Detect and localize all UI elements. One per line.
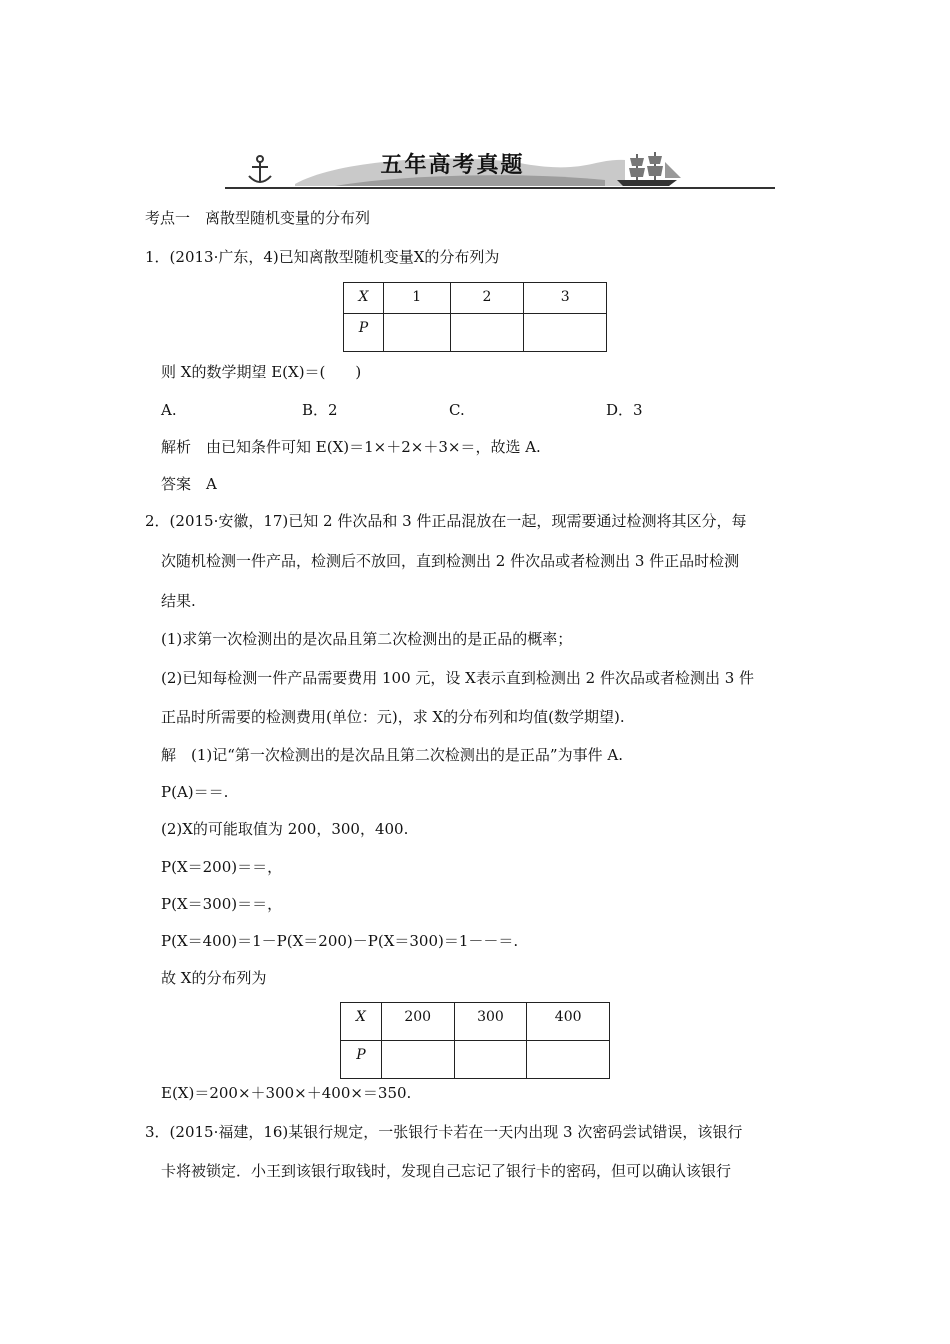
q2-stem-line-3: 结果. xyxy=(161,592,196,610)
q2-part-1: (1)求第一次检测出的是次品且第二次检测出的是正品的概率； xyxy=(161,630,573,648)
q3-stem-line-1: 3．(2015·福建，16)某银行规定，一张银行卡若在一天内出现 3 次密码尝试错误，该银行 xyxy=(145,1123,743,1141)
q1-table-cell xyxy=(383,314,450,352)
q3-stem-line-2: 卡将被锁定．小王到该银行取钱时，发现自己忘记了银行卡的密码，但可以确认该银行 xyxy=(161,1162,732,1180)
q2-table-header-cell: 200 xyxy=(381,1003,454,1041)
q1-option-d: D．3 xyxy=(606,401,643,419)
q2-table-header-cell: 400 xyxy=(527,1003,610,1041)
q1-table-header-x: X xyxy=(344,283,384,314)
q2-solution-line-6: P(X＝400)＝1－P(X＝200)－P(X＝300)＝1－－＝. xyxy=(161,932,519,950)
anchor-icon xyxy=(249,156,271,182)
q1-analysis: 解析 由已知条件可知 E(X)＝1×＋2×＋3×＝，故选 A. xyxy=(161,438,541,456)
q1-table-header-cell: 2 xyxy=(450,283,524,314)
q1-table-cell xyxy=(524,314,607,352)
q1-table-header-cell: 1 xyxy=(383,283,450,314)
q1-table-header-cell: 3 xyxy=(524,283,607,314)
q2-solution-line-4: P(X＝200)＝＝， xyxy=(161,858,283,876)
banner-title: 五年高考真题 xyxy=(380,153,525,178)
q2-stem-line-2: 次随机检测一件产品，检测后不放回，直到检测出 2 件次品或者检测出 3 件正品时检测 xyxy=(161,552,740,570)
q2-table-cell xyxy=(381,1041,454,1079)
q1-stem: 1．(2013·广东，4)已知离散型随机变量X的分布列为 xyxy=(145,248,500,266)
sailing-ship-icon xyxy=(617,152,681,186)
q2-table-cell xyxy=(527,1041,610,1079)
q2-solution-line-5: P(X＝300)＝＝， xyxy=(161,895,283,913)
q1-answer: 答案 A xyxy=(161,475,217,493)
q1-distribution-table xyxy=(343,282,607,352)
q1-table-cell xyxy=(450,314,524,352)
q2-solution-line-7: 故 X的分布列为 xyxy=(161,969,267,987)
q2-part-2-line-1: (2)已知每检测一件产品需要费用 100 元，设 X表示直到检测出 2 件次品或者检测出 3 件 xyxy=(161,669,755,687)
q2-table-cell xyxy=(454,1041,527,1079)
section-heading: 考点一 离散型随机变量的分布列 xyxy=(145,209,371,227)
q2-solution-line-2: P(A)＝＝. xyxy=(161,783,229,801)
q2-solution-line-3: (2)X的可能取值为 200，300，400. xyxy=(161,820,409,838)
q2-table-header-cell: 300 xyxy=(454,1003,527,1041)
q2-table-header-x: X xyxy=(341,1003,382,1041)
q2-part-2-line-2: 正品时所需要的检测费用(单位：元)，求 X的分布列和均值(数学期望). xyxy=(161,708,625,726)
q2-distribution-table xyxy=(340,1002,610,1079)
q1-option-b: B．2 xyxy=(302,401,338,419)
q1-option-c: C. xyxy=(449,401,465,419)
q1-option-a: A. xyxy=(161,401,177,419)
q2-expectation: E(X)＝200×＋300×＋400×＝350. xyxy=(161,1084,412,1102)
q1-table-row-label-p: P xyxy=(344,314,384,352)
q2-solution-line-1: 解 (1)记“第一次检测出的是次品且第二次检测出的是正品”为事件 A. xyxy=(161,746,623,764)
q1-ask: 则 X的数学期望 E(X)＝( ) xyxy=(161,363,362,381)
q2-table-row-label-p: P xyxy=(341,1041,382,1079)
q2-stem-line-1: 2．(2015·安徽，17)已知 2 件次品和 3 件正品混放在一起，现需要通过检测将其区分，每 xyxy=(145,512,747,530)
